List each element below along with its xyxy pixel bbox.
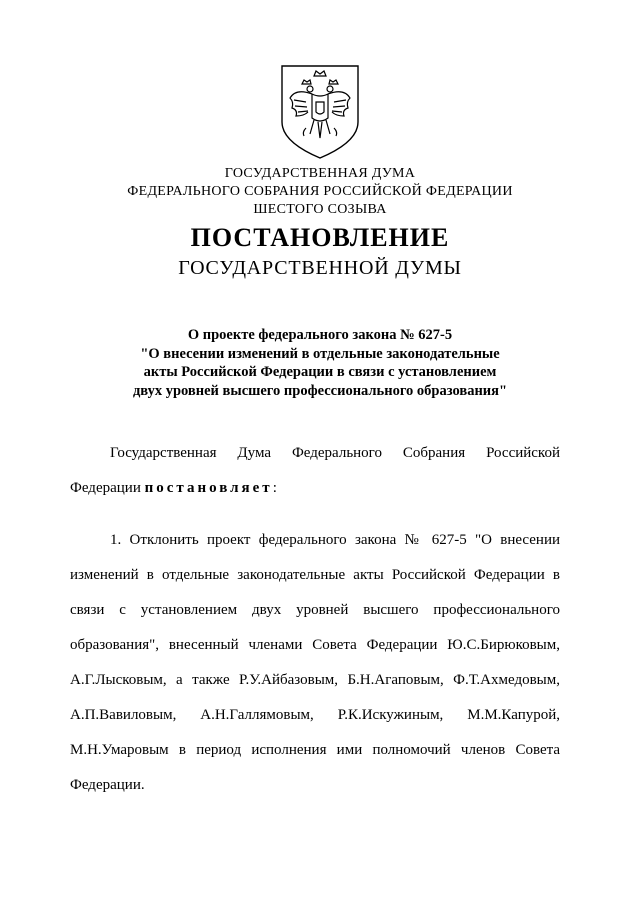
- item-1-line-2: изменений в отдельные законодательные акты Российской Федерации в: [70, 567, 560, 583]
- item-1-line-7: М.Н.Умаровым в период исполнения ими полномочий членов Совета: [70, 742, 560, 758]
- header-line-3: ШЕСТОГО СОЗЫВА: [253, 202, 387, 217]
- law-title-line-3: акты Российской Федерации в связи с установлением: [143, 364, 497, 380]
- item-1-line-4: образования", внесенный членами Совета Федерации Ю.С.Бирюковым,: [70, 637, 560, 653]
- item-1-line-3: связи с установлением двух уровней высшего профессионального: [70, 602, 560, 618]
- law-title-line-2: "О внесении изменений в отдельные законодательные: [140, 345, 500, 362]
- header-line-2: ФЕДЕРАЛЬНОГО СОБРАНИЯ РОССИЙСКОЙ ФЕДЕРАЦИИ: [127, 184, 513, 199]
- law-title: [0, 326, 640, 400]
- coat-of-arms-icon: [278, 62, 362, 162]
- document-subtitle: ГОСУДАРСТВЕННОЙ ДУМЫ: [178, 257, 462, 279]
- item-1-line-8: Федерации.: [70, 777, 145, 793]
- resolves-word: постановляет: [144, 480, 273, 496]
- item-1-paragraph: [70, 523, 560, 803]
- item-1-line-5: А.Г.Лысковым, а также Р.У.Айбазовым, Б.Н.Агаповым, Ф.Т.Ахмедовым,: [70, 672, 560, 688]
- preamble-line-1: Государственная Дума Федерального Собрания Российской: [110, 445, 560, 461]
- preamble-line-2: [70, 471, 560, 506]
- preamble-line-2-end: :: [272, 480, 277, 496]
- emblem-container: [0, 62, 640, 162]
- law-title-line-1: О проекте федерального закона № 627-5: [187, 327, 453, 343]
- issuer-header: [0, 165, 640, 219]
- header-line-1: ГОСУДАРСТВЕННАЯ ДУМА: [224, 166, 416, 181]
- item-1-line-6: А.П.Вавиловым, А.Н.Галлямовым, Р.К.Искужиным, М.М.Капурой,: [70, 707, 560, 723]
- preamble-line-2-start: Федерации: [70, 480, 145, 496]
- item-1-line-1: 1. Отклонить проект федерального закона № 627-5 "О внесении: [110, 532, 560, 548]
- preamble-paragraph: [70, 436, 560, 506]
- law-title-line-4: двух уровней высшего профессионального образования": [132, 382, 508, 399]
- document-title: ПОСТАНОВЛЕНИЕ: [190, 223, 450, 252]
